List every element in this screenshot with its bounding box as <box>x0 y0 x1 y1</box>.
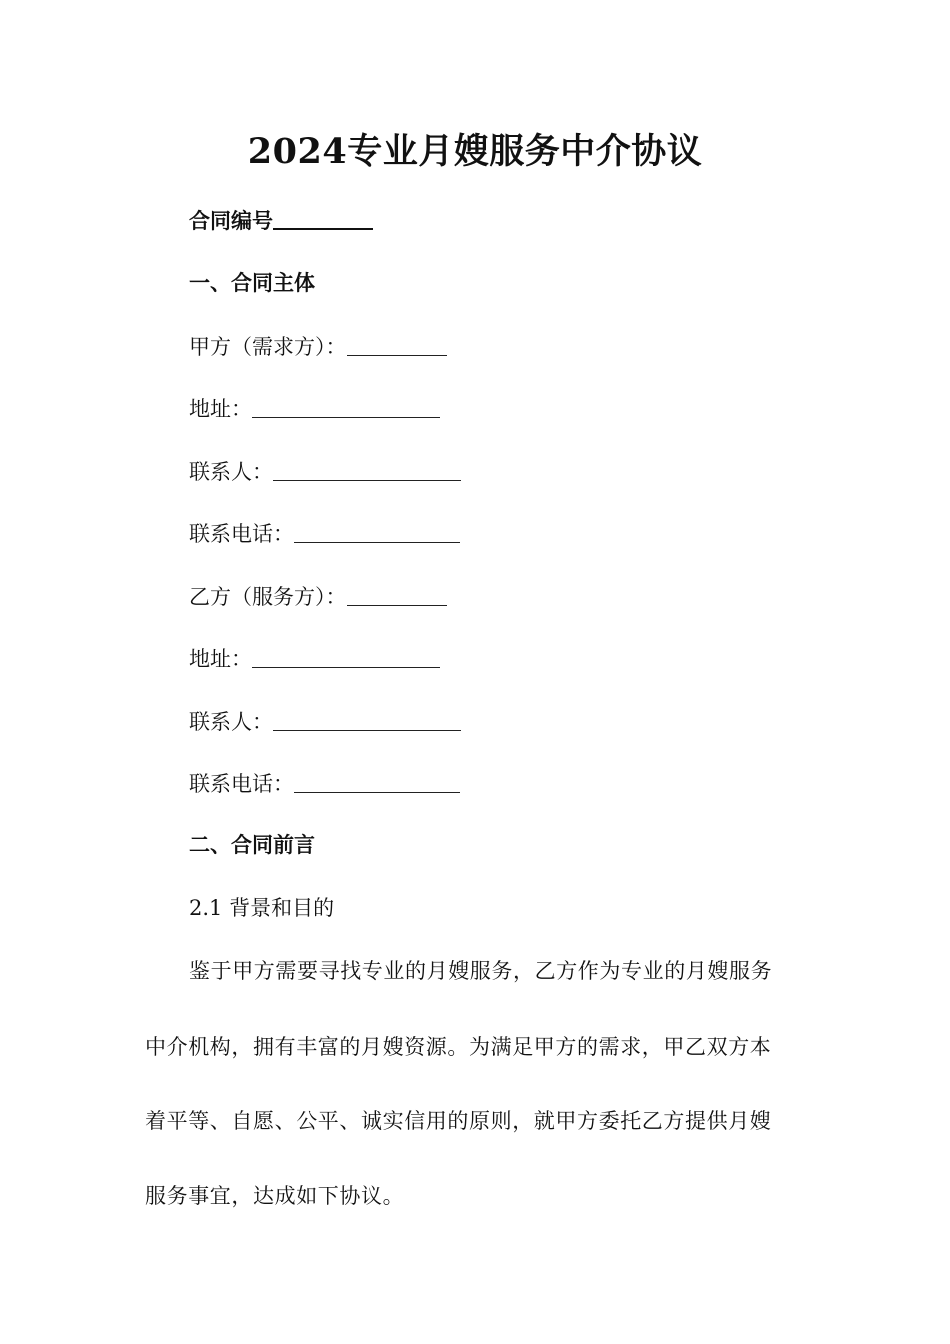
section-2-heading: 二、合同前言 <box>189 832 315 857</box>
party-b-contact-label: 联系人： <box>189 710 273 734</box>
party-b-line <box>189 581 447 612</box>
party-a-contact-line <box>189 456 461 487</box>
contract-number-blank[interactable] <box>273 206 373 230</box>
subsection-2-1-heading: 2.1 背景和目的 <box>189 896 335 920</box>
party-b-label: 乙方（服务方）： <box>189 585 347 609</box>
preamble-line: 中介机构，拥有丰富的月嫂资源。为满足甲方的需求，甲乙双方本 <box>145 1035 772 1059</box>
party-a-contact-label: 联系人： <box>189 460 273 484</box>
party-a-line <box>189 331 447 362</box>
preamble-line: 鉴于甲方需要寻找专业的月嫂服务，乙方作为专业的月嫂服务 <box>189 959 773 983</box>
party-a-address-line <box>189 393 440 424</box>
party-a-address-blank[interactable] <box>252 395 440 418</box>
party-b-blank[interactable] <box>347 583 447 606</box>
party-a-phone-blank[interactable] <box>294 520 460 543</box>
section-1-heading: 一、合同主体 <box>189 270 315 295</box>
party-b-contact-line <box>189 706 461 737</box>
party-a-blank[interactable] <box>347 333 447 356</box>
party-b-address-blank[interactable] <box>252 645 440 668</box>
contract-number-label: 合同编号 <box>189 208 273 233</box>
document-title: 2024专业月嫂服务中介协议 <box>247 131 703 172</box>
party-a-address-label: 地址： <box>189 397 252 421</box>
contract-number-line <box>189 204 373 236</box>
party-a-contact-blank[interactable] <box>273 458 461 481</box>
party-b-phone-label: 联系电话： <box>189 772 294 796</box>
party-b-contact-blank[interactable] <box>273 708 461 731</box>
party-b-address-label: 地址： <box>189 647 252 671</box>
party-b-phone-line <box>189 768 460 799</box>
party-a-phone-label: 联系电话： <box>189 522 294 546</box>
party-a-label: 甲方（需求方）： <box>189 335 347 359</box>
preamble-line: 着平等、自愿、公平、诚实信用的原则，就甲方委托乙方提供月嫂 <box>145 1109 772 1133</box>
party-a-phone-line <box>189 518 460 549</box>
preamble-line: 服务事宜，达成如下协议。 <box>145 1184 405 1208</box>
party-b-phone-blank[interactable] <box>294 770 460 793</box>
party-b-address-line <box>189 643 440 674</box>
